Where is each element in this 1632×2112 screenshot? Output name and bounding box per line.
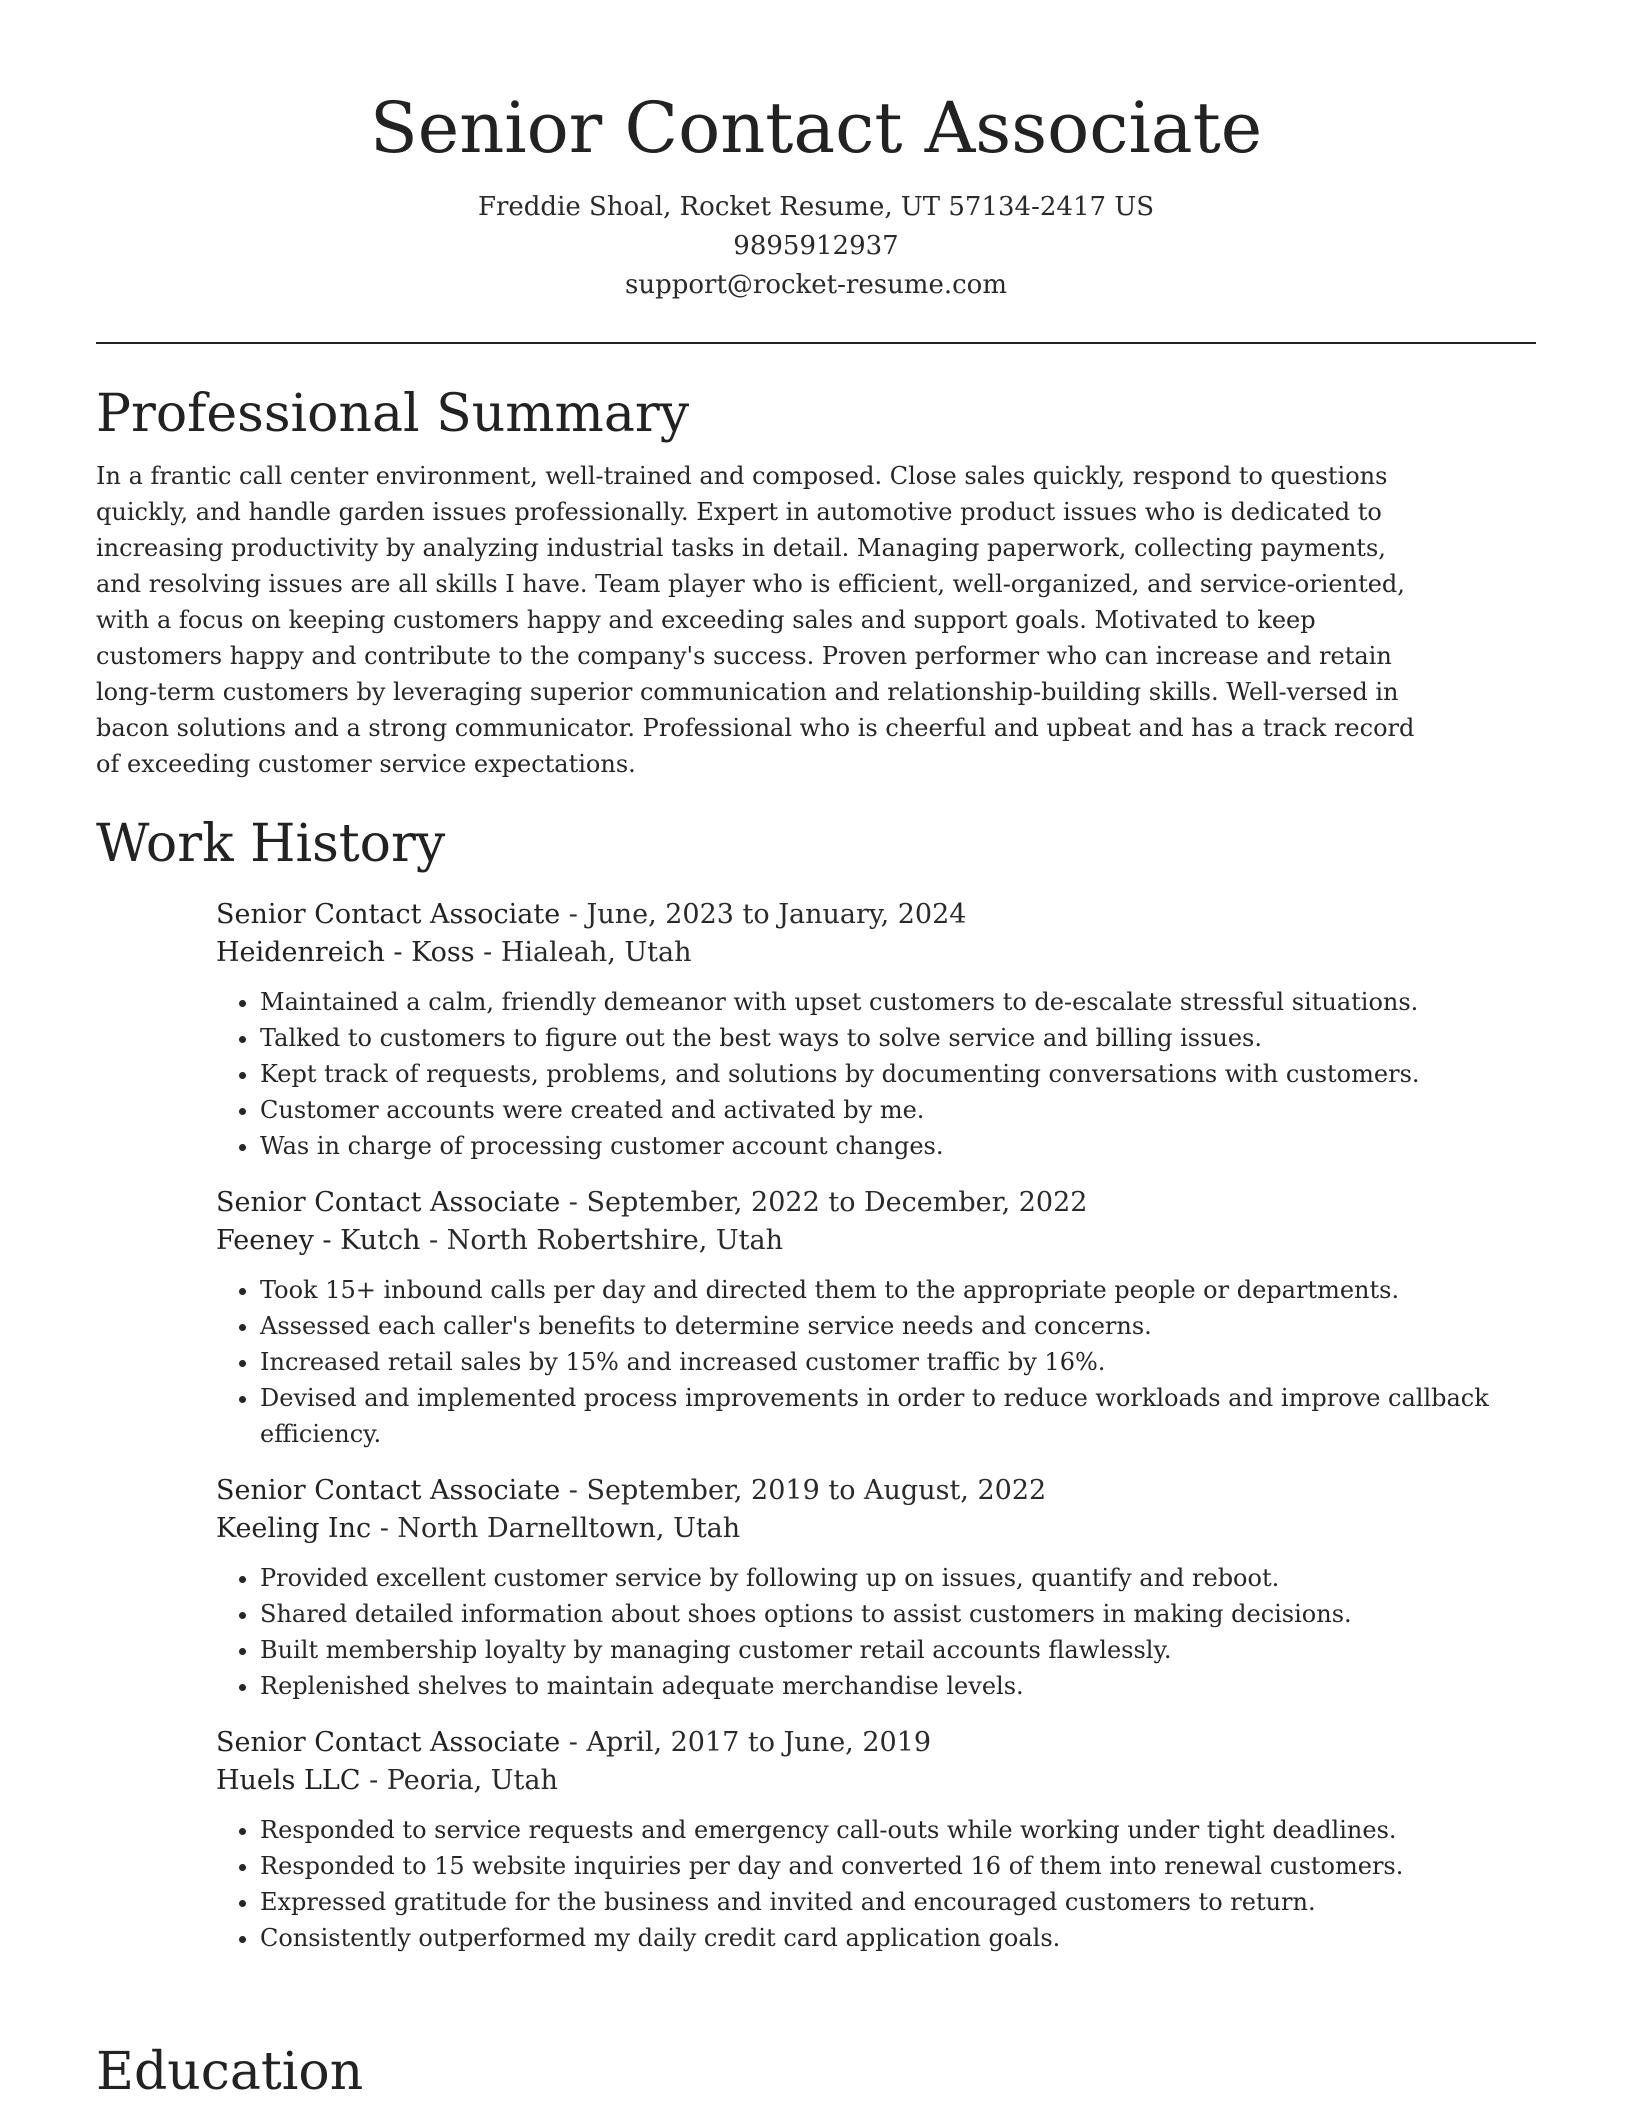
job-company-line: [216, 934, 1536, 972]
job-location: - Peoria, Utah: [360, 1765, 558, 1796]
job-title: Senior Contact Associate: [216, 1187, 561, 1218]
job-dates: - June, 2023 to January, 2024: [560, 899, 967, 930]
job-company-line: [216, 1510, 1536, 1548]
education-heading: Education: [96, 2042, 364, 2102]
list-item: • Expressed gratitude for the business and invited and encouraged customers to return.: [260, 1884, 1536, 1920]
email-address: support@rocket-resume.com: [624, 270, 1007, 300]
list-item: • Talked to customers to figure out the best ways to solve service and billing issues.: [260, 1020, 1536, 1056]
list-item: • Took 15+ inbound calls per day and directed them to the appropriate people or departments.: [260, 1272, 1536, 1308]
job-list: [216, 896, 1536, 1956]
list-item: • Assessed each caller's benefits to determine service needs and concerns.: [260, 1308, 1536, 1344]
job-dates: - September, 2022 to December, 2022: [560, 1187, 1088, 1218]
list-item: • Shared detailed information about shoes options to assist customers in making decisions.: [260, 1596, 1536, 1632]
job-bullets: [216, 984, 1536, 1164]
job-entry: [216, 1472, 1536, 1704]
page-title: Senior Contact Associate: [369, 87, 1263, 169]
contact-info: [0, 188, 1632, 305]
job-entry: [216, 1724, 1536, 1956]
list-item: • Increased retail sales by 15% and increased customer traffic by 16%.: [260, 1344, 1536, 1380]
company-name: Heidenreich - Koss: [216, 937, 475, 968]
summary-heading: Professional Summary: [96, 384, 690, 444]
job-title-line: [216, 1184, 1536, 1222]
header-divider: [96, 342, 1536, 344]
job-bullets: [216, 1272, 1536, 1452]
list-item: • Built membership loyalty by managing customer retail accounts flawlessly.: [260, 1632, 1536, 1668]
job-entry: [216, 896, 1536, 1164]
job-title-line: [216, 1724, 1536, 1762]
list-item: • Responded to service requests and emergency call-outs while working under tight deadlines.: [260, 1812, 1536, 1848]
company-name: Keeling Inc: [216, 1513, 372, 1544]
job-entry: [216, 1184, 1536, 1452]
job-company-line: [216, 1222, 1536, 1260]
education-section: [96, 2042, 1536, 2102]
list-item: • Was in charge of processing customer account changes.: [260, 1128, 1536, 1164]
phone-number: 9895912937: [733, 231, 899, 261]
job-company-line: [216, 1762, 1536, 1800]
job-title-line: [216, 896, 1536, 934]
list-item: • Consistently outperformed my daily credit card application goals.: [260, 1920, 1536, 1956]
address: Freddie Shoal, Rocket Resume, UT 57134-2417 US: [477, 192, 1155, 222]
list-item: • Maintained a calm, friendly demeanor with upset customers to de-escalate stressful situations.: [260, 984, 1536, 1020]
job-bullets: [216, 1560, 1536, 1704]
list-item: • Customer accounts were created and activated by me.: [260, 1092, 1536, 1128]
job-location: - Hialeah, Utah: [474, 937, 692, 968]
summary-text: In a frantic call center environment, well-trained and composed. Close sales quickly, respond to questions quickly, and handle garden issues professionally. Expert in automotive product issues who is dedicated to increasing productivity by analyzing industrial tasks in detail. Managing paperwork, collecting payments, and resolving issues are all skills I have. Team player who is efficient, well-organized, and service-oriented, with a focus on keeping customers happy and exceeding sales and support goals. Motivated to keep customers happy and contribute to the company's success. Proven performer who can increase and retain long-term customers by leveraging superior communication and relationship-building skills. Well-versed in bacon solutions and a strong communicator. Professional who is cheerful and upbeat and has a track record of exceeding customer service expectations.: [96, 462, 1415, 778]
job-title: Senior Contact Associate: [216, 1727, 561, 1758]
job-bullets: [216, 1812, 1536, 1956]
job-location: - North Robertshire, Utah: [420, 1225, 783, 1256]
job-location: - North Darnelltown, Utah: [371, 1513, 741, 1544]
list-item: • Devised and implemented process improvements in order to reduce workloads and improve callback efficiency.: [260, 1380, 1536, 1452]
job-title: Senior Contact Associate: [216, 1475, 561, 1506]
job-dates: - September, 2019 to August, 2022: [560, 1475, 1047, 1506]
list-item: • Kept track of requests, problems, and solutions by documenting conversations with customers.: [260, 1056, 1536, 1092]
job-title: Senior Contact Associate: [216, 899, 561, 930]
company-name: Huels LLC: [216, 1765, 361, 1796]
list-item: • Provided excellent customer service by following up on issues, quantify and reboot.: [260, 1560, 1536, 1596]
summary-section: [96, 384, 1536, 782]
job-dates: - April, 2017 to June, 2019: [560, 1727, 932, 1758]
resume-header: [0, 88, 1632, 305]
work-history-heading: Work History: [96, 814, 446, 874]
work-history-section: [96, 814, 1536, 1956]
list-item: • Replenished shelves to maintain adequate merchandise levels.: [260, 1668, 1536, 1704]
job-title-line: [216, 1472, 1536, 1510]
list-item: • Responded to 15 website inquiries per day and converted 16 of them into renewal customers.: [260, 1848, 1536, 1884]
company-name: Feeney - Kutch: [216, 1225, 421, 1256]
